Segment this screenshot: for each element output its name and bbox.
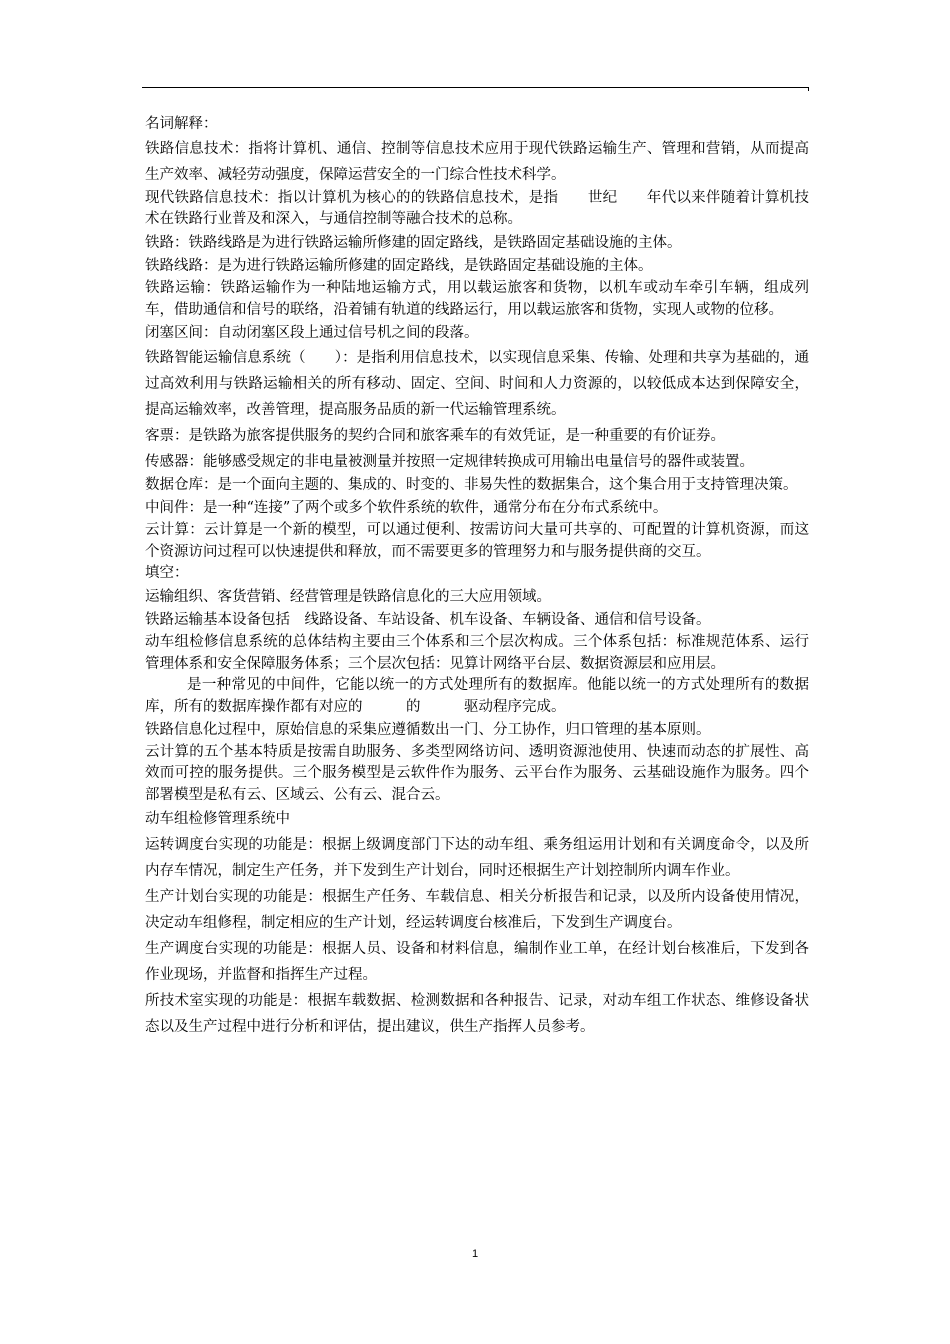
paragraph-middleware: 中间件：是一种“连接”了两个或多个软件系统的软件，通常分布在分布式系统中。 — [145, 500, 668, 517]
paragraph-data-warehouse: 数据仓库：是一个面向主题的、集成的、时变的、非易失性的数据集合，这个集合用于支持管理决策。 — [145, 476, 798, 493]
paragraph-railway-info-tech: 铁路信息技术：指将计算机、通信、控制等信息技术应用于现代铁路运输生产、管理和营销，从而提高生产效率、减轻劳动强度，保障运营安全的一门综合性技术科学。 — [145, 140, 809, 183]
page-number: 1 — [471, 1248, 479, 1260]
paragraph-planning-desk: 生产计划台实现的功能是：根据生产任务、车载信息、相关分析报告和记录，以及所内设备使用情况，决定动车组修程，制定相应的生产计划，经运转调度台核准后，下发到生产调度台。 — [145, 889, 809, 932]
paragraph-railway-line: 铁路线路：是为进行铁路运输所修建的固定路线，是铁路固定基础设施的主体。 — [145, 258, 653, 275]
header-rule-tick — [808, 87, 809, 91]
paragraph-rits: 铁路智能运输信息系统（ ）：是指利用信息技术，以实现信息采集、传输、处理和共享为基础的，通过高效利用与铁路运输相关的所有移动、固定、空间、时间和人力资源的，以较低成本达到保障安全，提高运输效率，改善管理，提高服务品质的新一代运输管理系统。 — [145, 349, 809, 418]
paragraph-dispatch-desk: 运转调度台实现的功能是：根据上级调度部门下达的动车组、乘务组运用计划和有关调度命令，以及所内存车情况，制定生产任务，并下发到生产计划台，同时还根据生产计划控制所内调车作业。 — [145, 837, 809, 880]
paragraph-info-collection-principle: 铁路信息化过程中，原始信息的采集应遵循数出一门、分工协作，归口管理的基本原则。 — [145, 722, 711, 739]
paragraph-emu-system-structure: 动车组检修信息系统的总体结构主要由三个体系和三个层次构成。三个体系包括：标准规范体系、运行管理体系和安全保障服务体系；三个层次包括：见算计网络平台层、数据资源层和应用层。 — [145, 633, 809, 672]
paragraph-odbc-middleware: 是一种常见的中间件，它能以统一的方式处理所有的数据库。他能以统一的方式处理所有的数据库，所有的数据库操作都有对应的 的 驱动程序完成。 — [145, 677, 809, 715]
paragraph-technical-office: 所技术室实现的功能是：根据车载数据、检测数据和各种报告、记录，对动车组工作状态、维修设备状态以及生产过程中进行分析和评估，提出建议，供生产指挥人员参考。 — [145, 993, 809, 1036]
header-rule — [142, 87, 808, 88]
paragraph-block-section: 闭塞区间：自动闭塞区段上通过信号机之间的段落。 — [145, 325, 479, 342]
paragraph-railway: 铁路：铁路线路是为进行铁路运输所修建的固定路线，是铁路固定基础设施的主体。 — [145, 234, 682, 251]
paragraph-modern-railway-info-tech: 现代铁路信息技术：指以计算机为核心的的铁路信息技术，是指 世纪 年代以来伴随着计算机技术在铁路行业普及和深入，与通信控制等融合技术的总称。 — [145, 189, 809, 228]
paragraph-production-dispatch-desk: 生产调度台实现的功能是：根据人员、设备和材料信息，编制作业工单，在经计划台核准后，下发到各作业现场，并监督和指挥生产过程。 — [145, 941, 809, 984]
paragraph-three-applications: 运输组织、客货营销、经营管理是铁路信息化的三大应用领域。 — [145, 588, 551, 605]
paragraph-cloud-computing: 云计算：云计算是一个新的模型，可以通过便利、按需访问大量可共享的、可配置的计算机资源，而这个资源访问过程可以快速提供和释放，而不需要更多的管理努力和与服务提供商的交互。 — [145, 521, 809, 560]
paragraph-basic-equipment: 铁路运输基本设备包括 线路设备、车站设备、机车设备、车辆设备、通信和信号设备。 — [145, 612, 711, 629]
section-heading-fill-blank: 填空： — [145, 565, 189, 582]
paragraph-emu-management-heading: 动车组检修管理系统中 — [145, 810, 290, 827]
section-heading-definitions: 名词解释： — [145, 116, 218, 132]
paragraph-cloud-characteristics: 云计算的五个基本特质是按需自助服务、多类型网络访问、透明资源池使用、快速而动态的扩展性、高效而可控的服务提供。三个服务模型是云软件作为服务、云平台作为服务、云基础设施作为服务。四个部署模型是私有云、区域云、公有云、混合云。 — [145, 743, 809, 804]
document-body — [145, 114, 809, 1040]
paragraph-sensor: 传感器：能够感受规定的非电量被测量并按照一定规律转换成可用输出电量信号的器件或装置。 — [145, 453, 754, 470]
paragraph-ticket: 客票：是铁路为旅客提供服务的契约合同和旅客乘车的有效凭证，是一种重要的有价证券。 — [145, 427, 725, 444]
paragraph-railway-transport: 铁路运输：铁路运输作为一种陆地运输方式，用以载运旅客和货物，以机车或动车牵引车辆，组成列车，借助通信和信号的联络，沿着铺有轨道的线路运行，用以载运旅客和货物，实现人或物的位移。 — [145, 279, 809, 318]
